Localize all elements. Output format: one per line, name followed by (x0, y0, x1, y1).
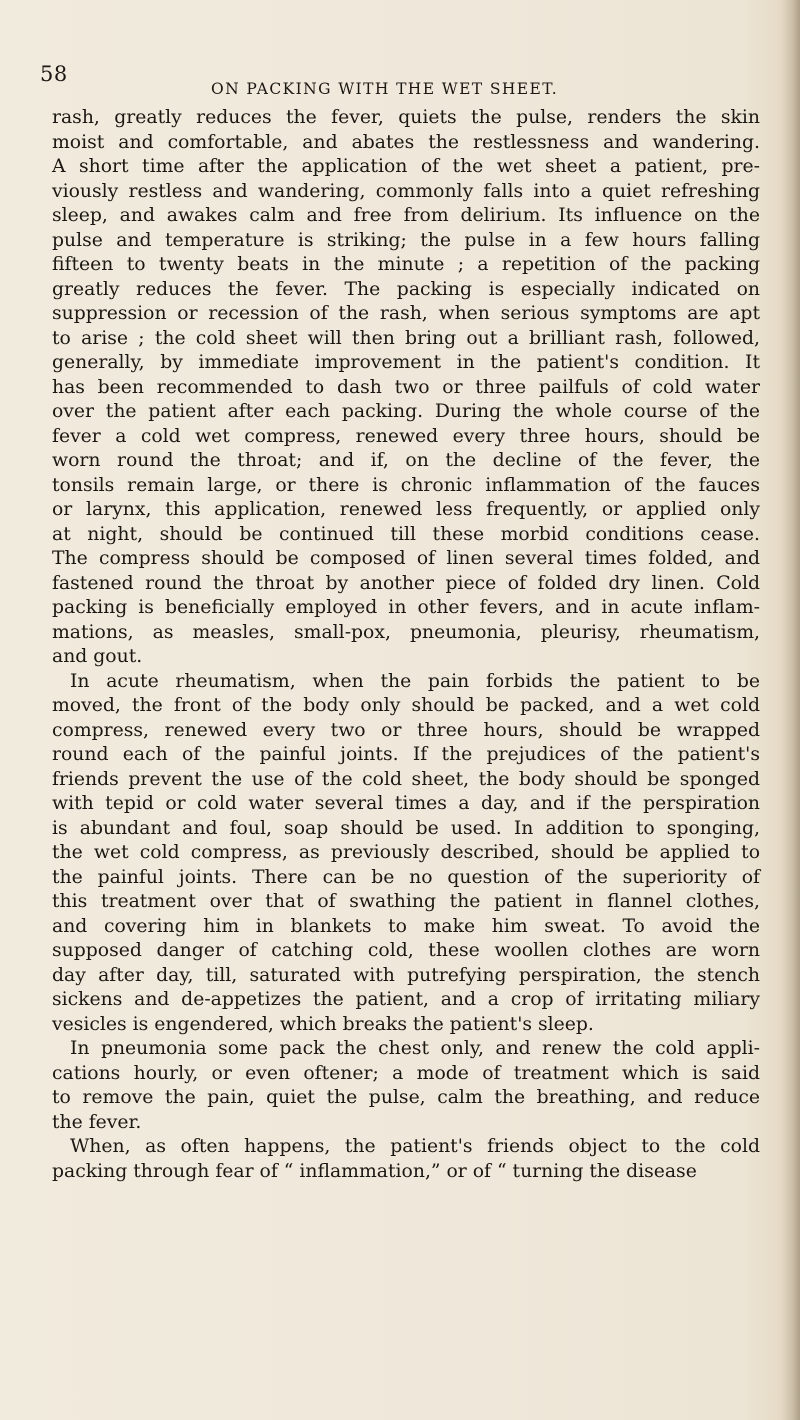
text-line: to arise ; the cold sheet will then bring out a brilliant rash, followed, (52, 327, 760, 349)
text-line: round each of the painful joints. If the prejudices of the patient's (52, 744, 760, 765)
text-line: or larynx, this application, renewed less frequently, or applied only (52, 499, 760, 520)
paragraph (52, 1037, 760, 1135)
body-text (52, 106, 760, 1184)
paragraph (52, 106, 760, 670)
page-edge-shadow (782, 0, 800, 1420)
text-line: at night, should be continued till these morbid conditions cease. (52, 523, 760, 545)
text-line: The compress should be composed of linen several times folded, and (52, 548, 760, 569)
text-line: pulse and temperature is striking; the pulse in a few hours falling (52, 229, 760, 251)
text-line: suppression or recession of the rash, when serious symptoms are apt (52, 303, 760, 324)
text-line: with tepid or cold water several times a day, and if the perspiration (52, 793, 760, 814)
text-line: supposed danger of catching cold, these woollen clothes are worn (52, 940, 760, 961)
text-line: generally, by immediate improvement in the patient's condition. It (52, 352, 760, 373)
text-line: and covering him in blankets to make him sweat. To avoid the (52, 915, 760, 937)
text-line: fifteen to twenty beats in the minute ; a repetition of the packing (52, 254, 760, 275)
text-line: In pneumonia some pack the chest only, and renew the cold appli- (70, 1038, 760, 1059)
text-line: worn round the throat; and if, on the decline of the fever, the (52, 450, 760, 471)
text-line: compress, renewed every two or three hours, should be wrapped (52, 719, 760, 741)
text-line: moist and comfortable, and abates the restlessness and wandering. (52, 131, 760, 153)
text-line: tonsils remain large, or there is chronic inflammation of the fauces (52, 474, 760, 496)
running-head: ON PACKING WITH THE WET SHEET. (211, 80, 559, 98)
text-line: over the patient after each packing. During the whole course of the (52, 401, 760, 422)
text-line: In acute rheumatism, when the pain forbids the patient to be (70, 670, 760, 692)
text-line: friends prevent the use of the cold sheet, the body should be sponged (52, 768, 760, 790)
text-line: When, as often happens, the patient's friends object to the cold (70, 1136, 760, 1157)
text-line: mations, as measles, small-pox, pneumonia, pleurisy, rheumatism, (52, 621, 760, 643)
text-line: packing through fear of “ inflammation,” or of “ turning the disease (52, 1160, 697, 1182)
text-line: cations hourly, or even oftener; a mode of treatment which is said (52, 1062, 760, 1084)
text-line: A short time after the application of the wet sheet a patient, pre- (52, 156, 760, 177)
text-line: this treatment over that of swathing the patient in flannel clothes, (52, 891, 760, 912)
text-line: rash, greatly reduces the fever, quiets the pulse, renders the skin (52, 107, 760, 128)
text-line: the painful joints. There can be no question of the superiority of (52, 866, 760, 888)
text-line: packing is beneficially employed in other fevers, and in acute inflam- (52, 597, 760, 618)
text-line: is abundant and foul, soap should be used. In addition to sponging, (52, 817, 760, 839)
text-line: greatly reduces the fever. The packing is especially indicated on (52, 278, 760, 300)
paragraph (52, 1135, 760, 1184)
text-line: day after day, till, saturated with putrefying perspiration, the stench (52, 964, 760, 986)
text-line: moved, the front of the body only should be packed, and a wet cold (52, 695, 760, 716)
text-line: and gout. (52, 646, 143, 667)
text-line: has been recommended to dash two or three pailfuls of cold water (52, 376, 760, 398)
text-line: the wet cold compress, as previously described, should be applied to (52, 842, 760, 863)
text-line: to remove the pain, quiet the pulse, calm the breathing, and reduce (52, 1087, 760, 1108)
text-line: sleep, and awakes calm and free from delirium. Its influence on the (52, 205, 760, 226)
text-line: viously restless and wandering, commonly falls into a quiet refreshing (52, 180, 760, 202)
text-line: fastened round the throat by another piece of folded dry linen. Cold (52, 572, 760, 594)
text-line: fever a cold wet compress, renewed every three hours, should be (52, 425, 760, 447)
paragraph (52, 670, 760, 1038)
page-number: 58 (40, 62, 68, 86)
text-line: vesicles is engendered, which breaks the patient's sleep. (52, 1013, 594, 1035)
text-line: sickens and de-appetizes the patient, and a crop of irritating miliary (52, 989, 760, 1010)
text-line: the fever. (52, 1111, 142, 1133)
